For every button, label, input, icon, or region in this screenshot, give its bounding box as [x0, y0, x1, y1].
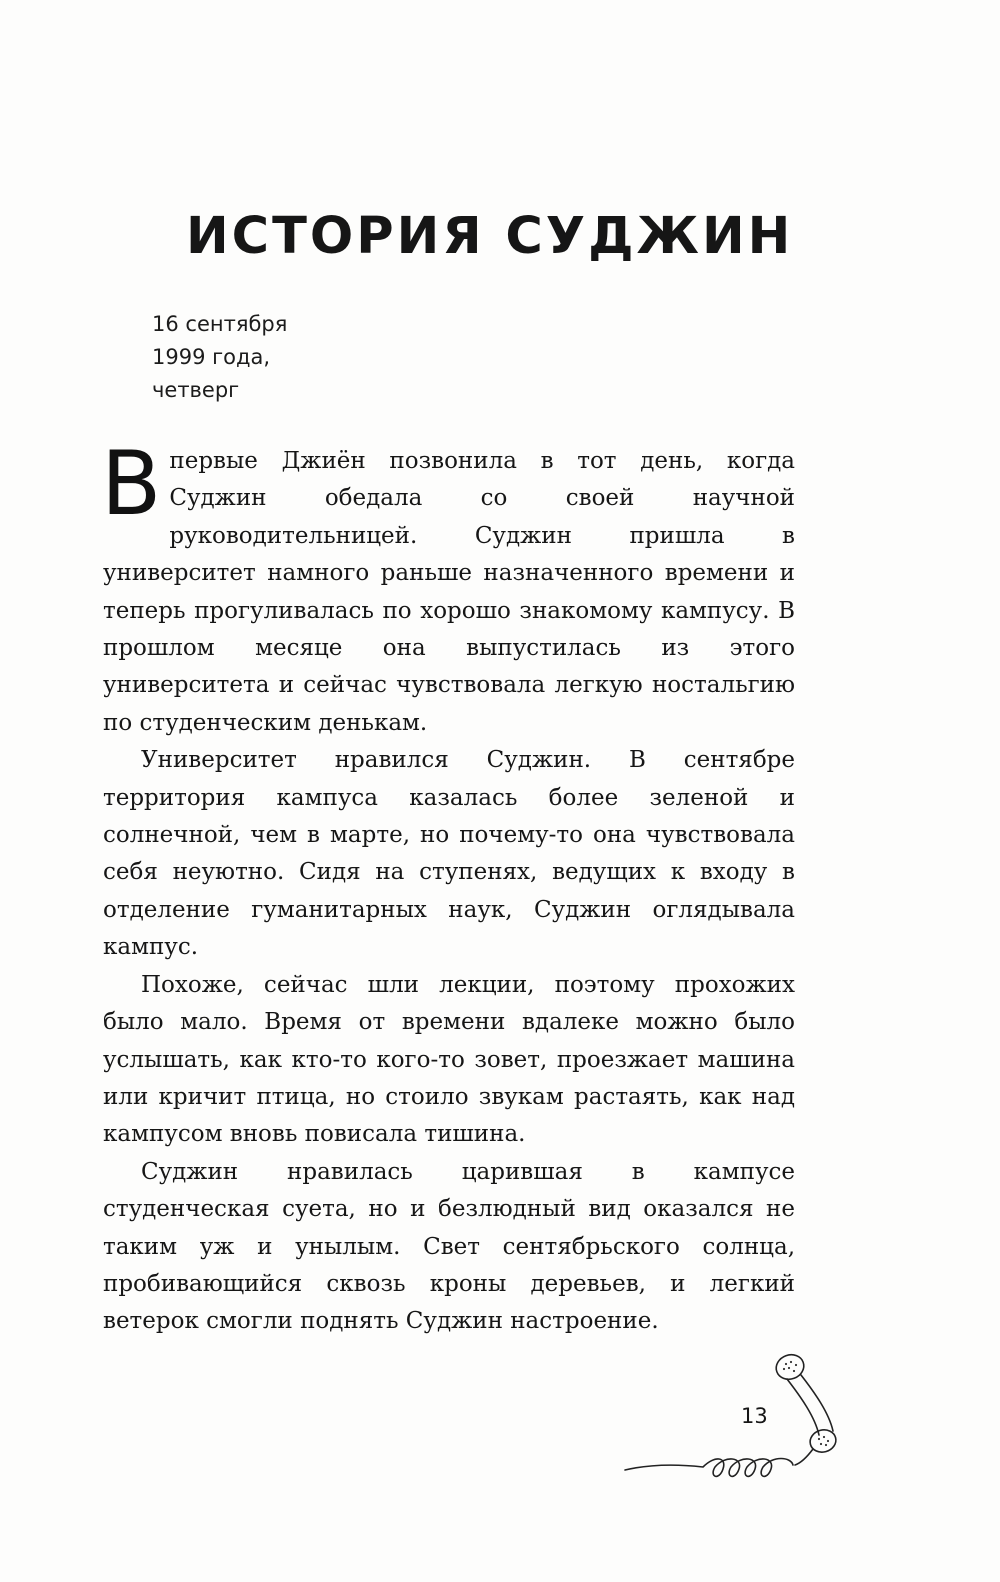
- chapter-date: [152, 308, 287, 407]
- drop-cap: В: [101, 432, 162, 535]
- date-line-weekday: четверг: [152, 378, 240, 402]
- date-line-day: 16 сентября: [152, 312, 288, 336]
- paragraph: [101, 432, 795, 742]
- telephone-handset-cord-icon: [615, 1345, 855, 1495]
- paragraph-text: первые Джиён позвонила в тот день, когда Суджин обедала со своей научной руководительницей. Суджин пришла в университет намного раньше назначенного времени и теперь прогуливалась по хорошо знакомому кампусу. В прошлом месяце она выпустилась из этого университета и сейчас чувствовала легкую ностальгию по студенческим денькам.: [103, 448, 795, 736]
- paragraph: Похоже, сейчас шли лекции, поэтому прохожих было мало. Время от времени вдалеке можно было услышать, как кто-то кого-то зовет, проезжает машина или кричит птица, но стоило звукам растаять, как над кампусом вновь повисала тишина.: [103, 971, 795, 1148]
- paragraph: Суджин нравилась царившая в кампусе студенческая суета, но и безлюдный вид оказался не таким уж и унылым. Свет сентябрьского солнца, пробивающийся сквозь кроны деревьев, и легкий ветерок смогли поднять Суджин настроение.: [103, 1158, 795, 1335]
- paragraph: Университет нравился Суджин. В сентябре территория кампуса казалась более зеленой и солнечной, чем в марте, но почему-то она чувствовала себя неуютно. Сидя на ступенях, ведущих к входу в отделение гуманитарных наук, Суджин оглядывала кампус.: [103, 747, 795, 961]
- date-line-year: 1999 года,: [152, 345, 271, 369]
- body-text: [101, 432, 795, 1341]
- chapter-title: ИСТОРИЯ СУДЖИН: [186, 207, 794, 266]
- page-number: 13: [741, 1404, 768, 1428]
